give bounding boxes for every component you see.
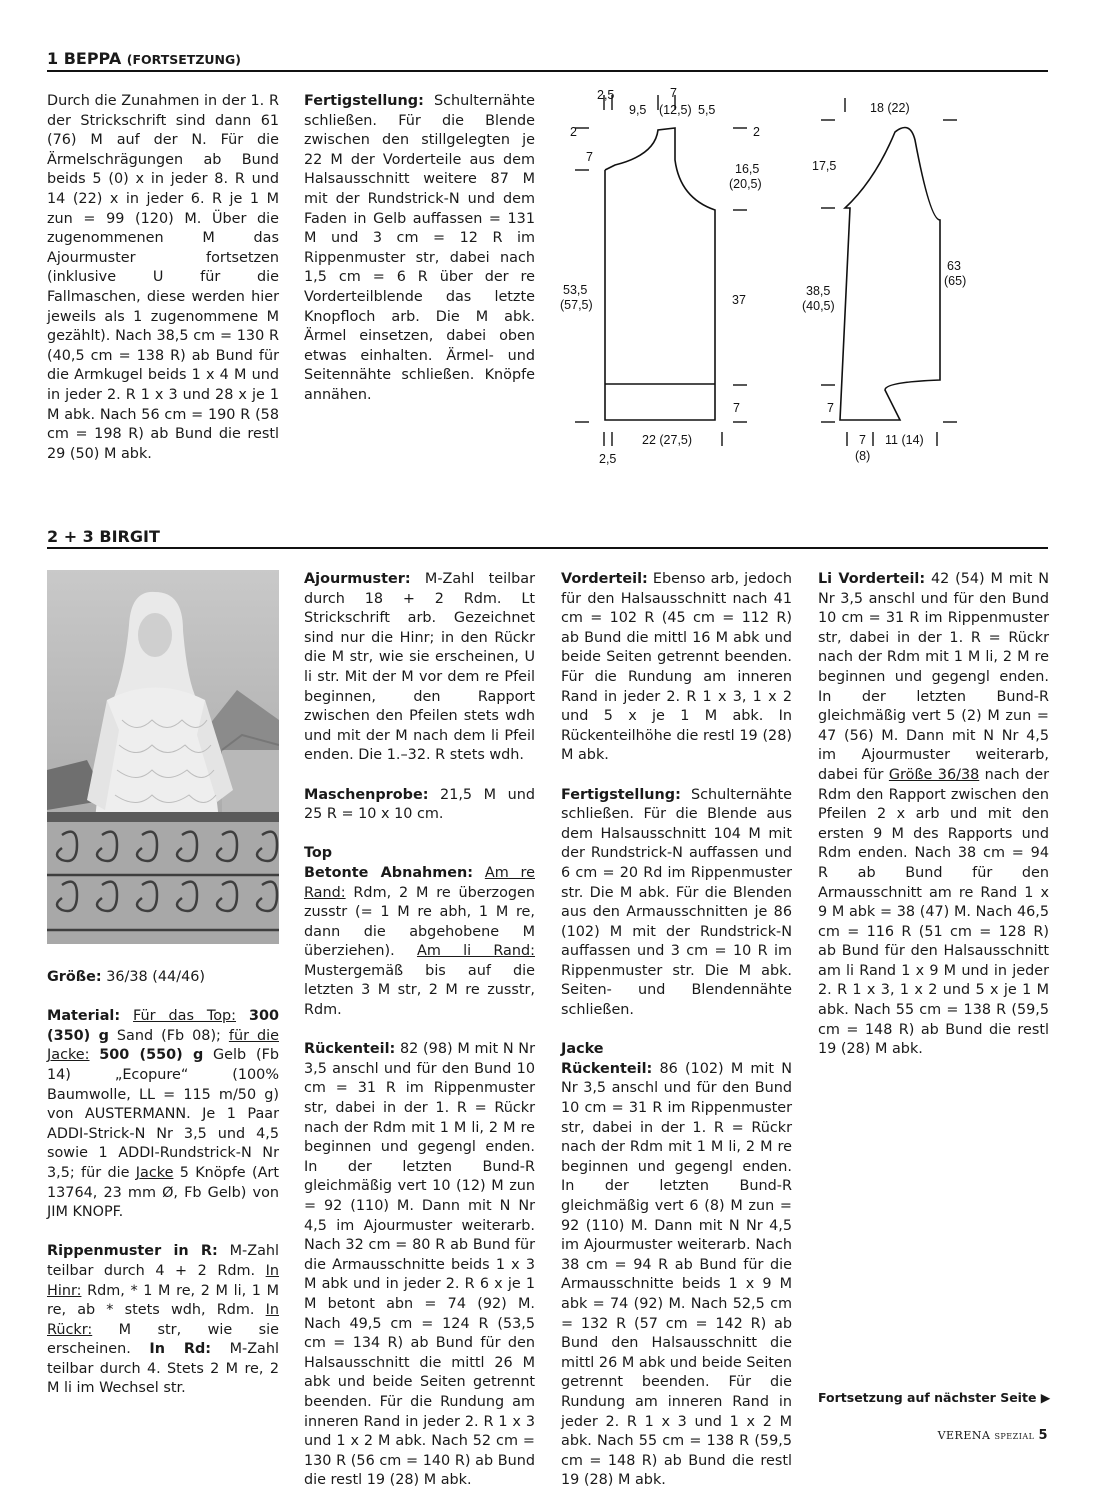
subheading-top: Top	[304, 845, 333, 862]
fertigstellung-paragraph: Fertigstellung: Schulternähte schließen. Für die Blende aus dem Halsausschnitt 104 M mit der Rundstrick-N auffassen und 6 cm = 20 Rd im Rippenmuster str. Die M abk. Für die Blenden aus den Armausschnitten je 86 (102) M mit der Rundstrick-N auffassen und 3 cm = 10 R im Rippenmuster str. Die M abk. Seiten- und Blendennähte schließen.	[561, 786, 792, 1019]
label-sleeve-length: 38,5	[806, 284, 831, 298]
label-d4: (12,5)	[659, 103, 692, 117]
label-side: 37	[732, 293, 746, 307]
label-d1: 2,5	[597, 88, 615, 102]
rippenmuster-paragraph: Rippenmuster in R: M-Zahl teilbar durch 4 + 2 Rdm. In Hinr: Rdm, * 1 M re, 2 M li, 1 M re, ab * stets wdh, Rdm. In Rückr: M str, wie sie erscheinen. In Rd: M-Zahl teilbar durch 4. Stets 2 M re, 2 M li im Wechsel str.	[47, 1243, 279, 1397]
label-armhole-alt: (20,5)	[729, 177, 762, 191]
sleeve-outline	[840, 128, 940, 421]
schematic-diagram	[555, 80, 975, 480]
jacke-rueckenteil-paragraph: Rückenteil: 86 (102) M mit N Nr 3,5 anschl und für den Bund 10 cm = 31 R im Rippenmuster str, dabei in der 1. R = Rückr nach der Rdm mit 1 M li, 2 M re beginnen und gegengl enden. In der letzten Bund-R gleichmäßig vert 6 (8) M zun = 92 (110) M. Dann mit N Nr 4,5 im Ajourmuster weiterarb. Nach 38 cm = 94 R ab Bund für die Armausschnitte beids 1 x 9 M abk = 74 (92) M. Nach 52,5 cm = 132 R (57 cm = 142 R) ab Bund den Halsausschnitt die mittl 26 M abk und beide Seiten getrennt beenden. Für die Rundung am inneren Rand in jeder 2. R 1 x 3 und 1 x 2 M abk. Nach 55 cm = 138 R (59,5 cm = 148 R) ab Bund die restl 19 (28) M abk.	[561, 1060, 792, 1489]
label-rib: 7	[733, 401, 740, 415]
label-height: 53,5	[563, 283, 588, 297]
label-d2: 7	[670, 86, 677, 100]
continue-note: Fortsetzung auf nächster Seite ▶	[818, 1390, 1051, 1405]
body-rib-line	[605, 384, 715, 420]
vorderteil-paragraph: Vorderteil: Ebenso arb, jedoch für den Halsausschnitt nach 41 cm = 102 R (45 cm = 112 R) ab Bund die mittl 16 M abk und beide Seiten getrennt beenden. Für die Rundung am inneren Rand in jeder 2. R 1 x 3, 1 x 2 und 5 x je 1 M abk. In Rückenteilhöhe die restl 19 (28) M abk.	[561, 571, 792, 764]
section-heading-birgit	[47, 528, 1048, 549]
beppa-column-2	[304, 92, 535, 406]
label-sleeve-total: 63	[947, 259, 961, 273]
section-title: 2 + 3 BIRGIT	[47, 527, 160, 546]
maschenprobe-paragraph: Maschenprobe: 21,5 M und 25 R = 10 x 10 cm.	[304, 786, 535, 823]
section-heading-beppa	[47, 50, 1048, 72]
label-d3: 9,5	[629, 103, 647, 117]
label-sleeve-rib: 7	[827, 401, 834, 415]
label-height-alt: (57,5)	[560, 298, 593, 312]
photo-illustration	[47, 570, 279, 944]
li-vorderteil-paragraph: Li Vorderteil: 42 (54) M mit N Nr 3,5 anschl und für den Bund 10 cm = 31 R im Rippenmuster str, dabei in der 1. R = Rückr nach der Rdm mit 1 M li, 2 M re beginnen und gegengl enden. In der letzten Bund-R gleichmäßig vert 5 (2) M zun = 47 (56) M. Dann mit N Nr 4,5 im Ajourmuster weiterarb, dabei für Größe 36/38 nach der Rdm den Rapport zwischen den Pfeilen 2 x arb und mit den ersten 9 M des Rapports und Rdm enden. Nach 38 cm = 94 R ab Bund für den Armausschnitt am re Rand 1 x 9 M abk = 38 (47) M. Nach 46,5 cm = 116 R (51 cm = 128 R) ab Bund für den Halsausschnitt am li Rand 1 x 9 M und in jeder 2. R 1 x 3, 1 x 2 und 5 x je 1 M abk. Nach 55 cm = 138 R (59,5 cm = 148 R) ab Bund die restl 19 (28) M abk.	[818, 571, 1049, 1058]
label: Fertigstellung:	[304, 93, 424, 109]
birgit-column-1	[47, 968, 279, 1399]
label-bottom-edge: 2,5	[599, 452, 617, 466]
betonte-paragraph: Betonte Abnahmen: Am re Rand: Rdm, 2 M re überzogen zusstr (= 1 M re abh, 1 M re, dann die abgehobene M überziehen). Am li Rand: Mustergemäß bis auf die letzten 3 M str, 2 M re zusstr, Rdm.	[304, 864, 535, 1019]
page-footer	[938, 1428, 1048, 1443]
section-title-suffix: (FORTSETZUNG)	[126, 52, 241, 67]
beppa-column-1	[47, 92, 279, 464]
page-number: 5	[1038, 1428, 1048, 1443]
material-paragraph: Material: Für das Top: 300 (350) g Sand (Fb 08); für die Jacke: 500 (550) g Gelb (Fb 14) „Ecopure“ (100% Baumwolle, LL = 115 m/50 g) von AUSTERMANN. Je 1 Paar ADDI-Strick-N Nr 3,5 und 4,5 sowie 1 ADDI-Rundstrick-N Nr 3,5; für die Jacke 5 Knöpfe (Art 13764, 23 mm Ø, Fb Gelb) von JIM KNOPF.	[47, 1008, 279, 1221]
size-paragraph: Größe: 36/38 (44/46)	[47, 969, 205, 985]
label-sleeve-total-alt: (65)	[944, 274, 967, 288]
label-cuff-a: 7	[859, 433, 866, 447]
birgit-column-4	[818, 570, 1049, 1060]
section-title: 1 BEPPA	[47, 49, 122, 68]
label-d5: 5,5	[698, 103, 716, 117]
paragraph: Fertigstellung: Schulternähte schließen. Für die Blende zwischen den stillgelegten je 22 M der Vorderteile aus dem Halsausschnitt weitere 87 M mit der Rundstrick-N und dem Faden in Gelb auffassen = 131 M und 3 cm = 12 R im Rippenmuster str, dabei nach 1,5 cm = 6 R über der re Vorderteilblende das letzte Knopfloch arb. Die M abk. Ärmel einsetzen, dabei oben etwas einhalten. Ärmel- und Seitennähte schließen. Knöpfe annähen.	[304, 93, 535, 403]
label-cap-width: 18 (22)	[870, 101, 910, 115]
subheading-jacke: Jacke	[561, 1041, 604, 1058]
birgit-column-2	[304, 570, 535, 1491]
model-photo	[47, 570, 279, 944]
body-outline	[605, 128, 715, 384]
label-cuff-a-alt: (8)	[855, 449, 871, 463]
rueckenteil-paragraph: Rückenteil: 82 (98) M mit N Nr 3,5 anschl und für den Bund 10 cm = 31 R im Rippenmuster str, dabei in der 1. R = Rückr nach der Rdm mit 1 M li, 2 M re beginnen und gegengl enden. In der letzten Bund-R gleichmäßig vert 10 (12) M zun = 92 (110) M. Dann mit N Nr 4,5 im Ajourmuster weiterarb. Nach 32 cm = 80 R ab Bund für die Armausschnitte beids 1 x 3 M abk und in jeder 2. R 6 x je 1 M betont abn = 74 (92) M. Nach 49,5 cm = 124 R (53,5 cm = 134 R) ab Bund für den Halsausschnitt die mittl 26 M abk und beide Seiten getrennt beenden. Für die Rundung am inneren Rand in jeder 2. R 1 x 3 und 1 x 2 M abk. Nach 52 cm = 130 R (56 cm = 140 R) ab Bund die restl 19 (28) M abk.	[304, 1041, 535, 1489]
label-cuff-b: 11 (14)	[885, 433, 924, 447]
label-armhole: 16,5	[735, 162, 760, 176]
label-left-2: 2	[570, 125, 577, 139]
paragraph: Durch die Zunahmen in der 1. R der Strickschrift sind dann 61 (76) M auf der N. Für die Ärmelschrägungen ab Bund beids 5 (0) x in jeder 8. R und 14 (22) x in jeder 6. R je 1 M zun = 99 (120) M. Über die zugenommenen M das Ajourmuster fortsetzen (inklusive U für die Fallmaschen, diese werden hier jeweils als 1 zugenommene M gezählt). Nach 38,5 cm = 130 R (40,5 cm = 138 R) ab Bund für die Armkugel beids 1 x 4 M und in jeder 2. R 1 x 3 und 28 x je 1 M abk. Nach 56 cm = 190 R (58 cm = 198 R) ab Bund die restl 29 (50) M abk.	[47, 93, 279, 462]
ajour-paragraph: Ajourmuster: M-Zahl teilbar durch 18 + 2 Rdm. Lt Strickschrift arb. Gezeichnet sind nur die Hinr; in den Rückr die M str, wie sie erscheinen, U li str. Mit der M vor dem re Pfeil beginnen, den Rapport zwischen den Pfeilen stets wdh und mit der M nach dem li Pfeil enden. Die 1.–32. R stets wdh.	[304, 571, 535, 764]
label-sleeve-length-alt: (40,5)	[802, 299, 835, 313]
birgit-column-3	[561, 570, 792, 1491]
label-width: 22 (27,5)	[642, 433, 693, 447]
brand-name: VERENA	[937, 1429, 991, 1442]
brand-sub: SPEZIAL	[994, 1432, 1035, 1441]
label-right-2: 2	[753, 125, 760, 139]
label-cap-height: 17,5	[812, 159, 837, 173]
label-left-7: 7	[586, 150, 593, 164]
